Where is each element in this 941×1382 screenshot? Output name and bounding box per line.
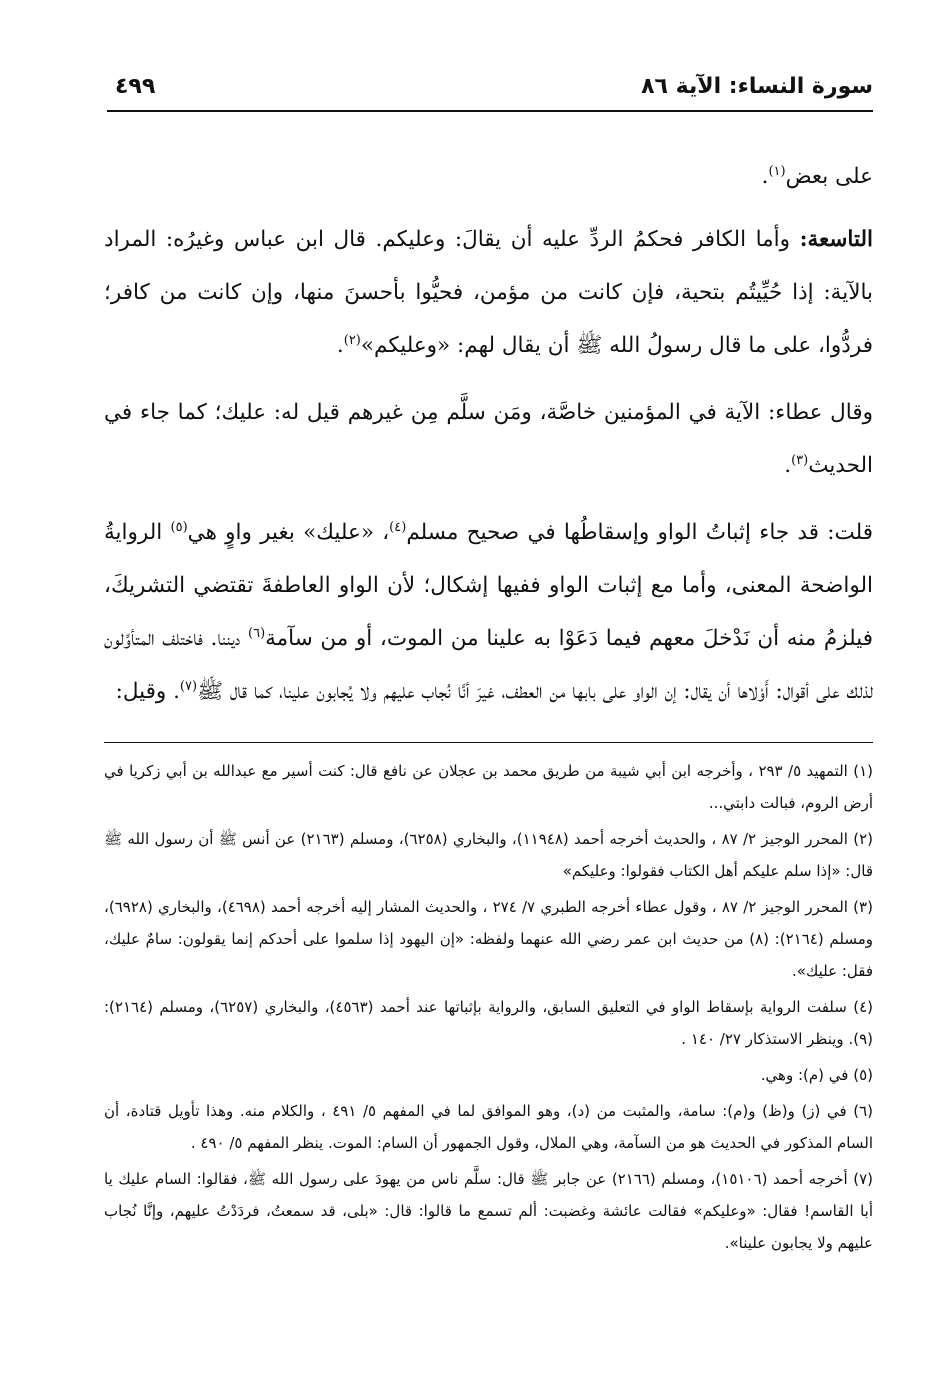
footnote-rule (104, 742, 873, 743)
footnote-ref: (٧) (179, 678, 198, 694)
text: قلت: قد جاء إثباتُ الواو وإسقاطُها في صحيح مسلم (406, 520, 874, 545)
footnote-ref: (٣) (791, 452, 809, 468)
section-label: التاسعة: (799, 227, 873, 252)
footnote-ref: (١) (768, 163, 786, 179)
footnote-ref: (٥) (170, 519, 188, 535)
text: ، «عليك» بغير واوٍ هي (187, 520, 390, 545)
text: . (336, 333, 344, 358)
footnote-3: (٣) المحرر الوجيز ٢/ ٨٧ ، وقول عطاء أخرجه الطبري ٧/ ٢٧٤ ، والحديث المشار إليه أخرجه أحمد (٤٦٩٨)، والبخاري (٦٩٢٨)، ومسلم (٢١٦٤): (٨) من حديث ابن عمر رضي الله عنهما ولفظه: «إن اليهود إذا سلموا على أحدكم إنما يقولون: سامٌ عليك، فقل: عليك». (104, 898, 873, 980)
paragraph-4 (104, 506, 873, 718)
text: وأما الكافر فحكمُ الردِّ عليه أن يقالَ: وعليكم. قال ابن عباس وغيرُه: المراد بالآية: إذا حُيِّيتُم بتحية، فإن كانت من مؤمن، فحيُّوا بأحسنَ منها، وإن كانت من كافر؛ فردُّوا، على ما قال رسولُ الله ﷺ أن يقال لهم: «وعليكم» (104, 227, 873, 358)
text: . (784, 453, 792, 478)
footnote-5: (٥) في (م): وهي. (760, 1066, 873, 1084)
footnotes (104, 755, 873, 1263)
footnote-ref: (٦) (248, 625, 266, 641)
footnote-7: (٧) أخرجه أحمد (١٥١٠٦)، ومسلم (٢١٦٦) عن جابر ﷺ قال: سلَّم ناس من يهودَ على رسول الله ﷺ، فقالوا: السام عليك يا أبا القاسم! فقال: «وعليكم» فقالت عائشة وغضبت: ألم تسمع ما قالوا: قال: «بلى، قد سمعتُ، فردَدْتُ عليهم، وإنَّا نُجاب عليهم ولا يجابون علينا». (104, 1170, 873, 1252)
text: ديننا. فاختلف المتأوِّلون لذلك على أقوال: أَوْلاها أن يقال: إن الواو على بابها من العطف، غيرَ أنَّا نُجاب عليهم ولا يُجابون علينا، كما قال ﷺ (104, 626, 873, 704)
text: الروايةُ الواضحة المعنى، وأما مع إثبات الواو ففيها إشكال؛ لأن الواو العاطفةَ تقتضي التشريكَ، فيلزمُ منه أن نَدْخلَ معهم فيما دَعَوْا به علينا من الموت، أو من سآمة (104, 520, 873, 651)
footnote-2: (٢) المحرر الوجيز ٢/ ٨٧ ، والحديث أخرجه أحمد (١١٩٤٨)، والبخاري (٦٢٥٨)، ومسلم (٢١٦٣) عن أنس ﷺ أن رسول الله ﷺ قال: «إذا سلم عليكم أهل الكتاب فقولوا: وعليكم» (104, 830, 873, 880)
header-rule (107, 110, 873, 112)
footnote-4: (٤) سلفت الرواية بإسقاط الواو في التعليق السابق، والرواية بإثباتها عند أحمد (٤٥٦٣)، والبخاري (٦٢٥٧)، ومسلم (٢١٦٤): (٩). وينظر الاستذكار ٢٧/ ١٤٠ . (104, 998, 873, 1048)
running-head (107, 72, 873, 112)
text: وقال عطاء: الآية في المؤمنين خاصَّة، ومَن سلَّم مِن غيرهم قيل له: عليك؛ كما جاء في الحديث (104, 400, 873, 478)
paragraph-1 (104, 150, 873, 203)
footnote-1: (١) التمهيد ٥/ ٢٩٣ ، وأخرجه ابن أبي شيبة من طريق محمد بن عجلان عن نافع قال: كنت أسير مع عبدالله بن أبي زكريا في أرض الروم، فبالت دابتي... (104, 762, 873, 812)
main-text (104, 150, 873, 732)
text: . (761, 164, 769, 189)
paragraph-3 (104, 386, 873, 492)
footnote-6: (٦) في (ز) و(ظ) و(م): سامة، والمثبت من (د)، وهو الموافق لما في المفهم ٥/ ٤٩١ ، والكلام منه. وهذا تأويل قتادة، أن السام المذكور في الحديث هو من السآمة، وهي الملال، وقول الجمهور أن السام: الموت. ينظر المفهم ٥/ ٤٩٠ . (104, 1102, 873, 1152)
text: . وقيل: (115, 679, 180, 704)
footnote-ref: (٤) (389, 519, 407, 535)
paragraph-2 (104, 213, 873, 372)
text: على بعض (785, 164, 873, 189)
page-number: ٤٩٩ (115, 74, 156, 99)
footnote-ref: (٢) (343, 332, 361, 348)
chapter-heading: سورة النساء: الآية ٨٦ (641, 74, 873, 99)
